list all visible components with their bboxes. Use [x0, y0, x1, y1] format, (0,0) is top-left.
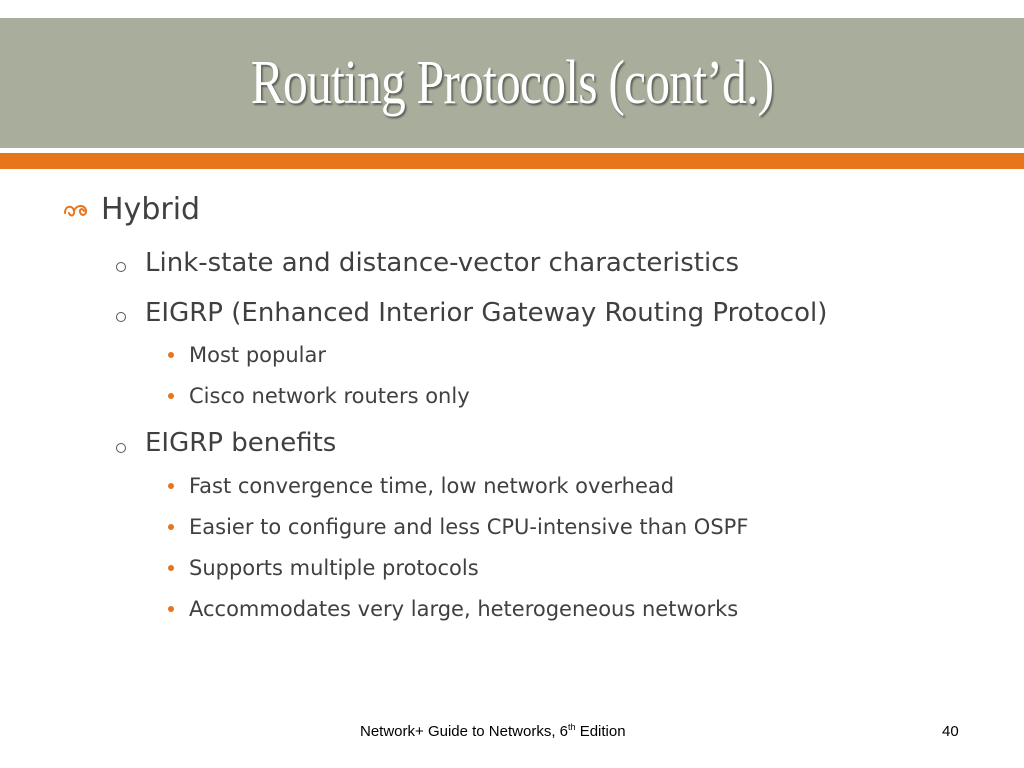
footer-caption — [360, 722, 626, 742]
bullet-fast-convergence: Fast convergence time, low network overhead — [189, 474, 675, 498]
page-number: 40 — [942, 723, 959, 740]
hollow-circle-icon — [116, 443, 126, 453]
bullet-hybrid: Hybrid — [101, 192, 201, 227]
footer-text-suffix: Edition — [575, 723, 626, 740]
dot-icon — [168, 483, 174, 489]
bullet-cisco-only: Cisco network routers only — [189, 384, 470, 408]
footer-text-prefix: Network+ Guide to Networks, 6 — [360, 723, 569, 740]
hollow-circle-icon — [116, 312, 126, 322]
accent-bar — [0, 153, 1024, 169]
swirl-icon — [62, 199, 90, 221]
bullet-easier-config: Easier to configure and less CPU-intensive than OSPF — [189, 515, 749, 539]
dot-icon — [168, 393, 174, 399]
hollow-circle-icon — [116, 262, 126, 272]
bullet-link-state: Link-state and distance-vector characteristics — [145, 248, 740, 278]
footer-superscript: th — [568, 722, 576, 732]
slide-title: Routing Protocols (cont’d.) — [250, 49, 774, 117]
dot-icon — [168, 352, 174, 358]
bullet-eigrp: EIGRP (Enhanced Interior Gateway Routing Protocol) — [145, 298, 828, 328]
bullet-eigrp-benefits: EIGRP benefits — [145, 428, 337, 458]
bullet-most-popular: Most popular — [189, 343, 326, 367]
dot-icon — [168, 606, 174, 612]
bullet-multiple-protocols: Supports multiple protocols — [189, 556, 479, 580]
dot-icon — [168, 565, 174, 571]
bullet-large-networks: Accommodates very large, heterogeneous networks — [189, 597, 739, 621]
dot-icon — [168, 524, 174, 530]
